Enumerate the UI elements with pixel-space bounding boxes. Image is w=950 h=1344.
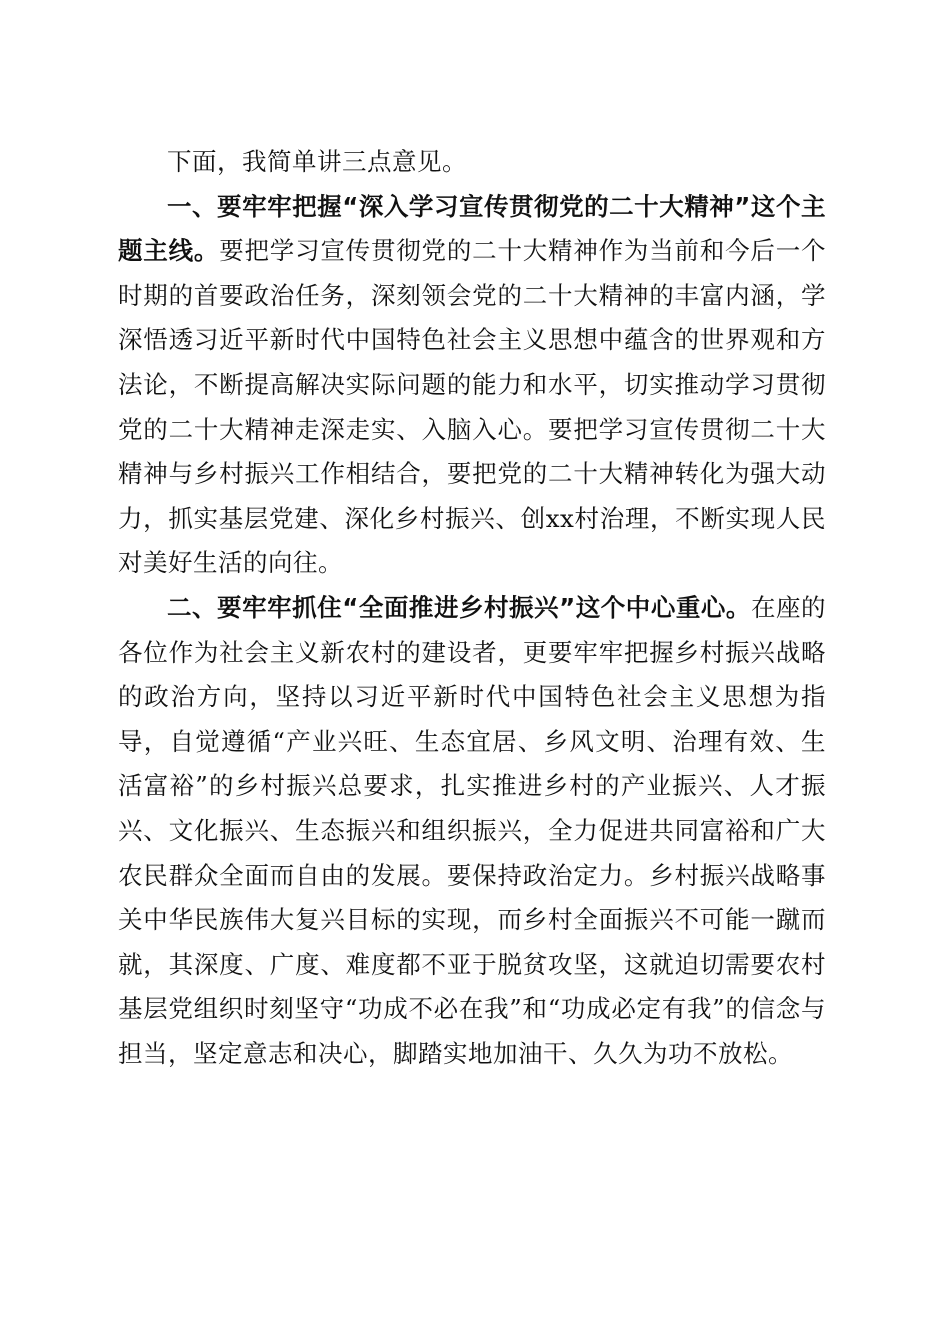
intro-paragraph: 下面，我简单讲三点意见。	[167, 147, 467, 176]
document-body	[118, 140, 826, 1076]
section-1-body: 要把学习宣传贯彻党的二十大精神作为当前和今后一个时期的首要政治任务，深刻领会党的二十大精神的丰富内涵，学深悟透习近平新时代中国特色社会主义思想中蕴含的世界观和方法论，不断提高解决实际问题的能力和水平，切实推动学习贯彻党的二十大精神走深走实、入脑入心。要把学习宣传贯彻二十大精神与乡村振兴工作相结合，要把党的二十大精神转化为强大动力，抓实基层党建、深化乡村振兴、创xx村治理，不断实现人民对美好生活的向往。	[118, 236, 826, 578]
section-2-paragraph	[118, 586, 826, 1077]
section-2-body: 在座的各位作为社会主义新农村的建设者，更要牢牢把握乡村振兴战略的政治方向，坚持以习近平新时代中国特色社会主义思想为指导，自觉遵循“产业兴旺、生态宜居、乡风文明、治理有效、生活富裕”的乡村振兴总要求，扎实推进乡村的产业振兴、人才振兴、文化振兴、生态振兴和组织振兴，全力促进共同富裕和广大农民群众全面而自由的发展。要保持政治定力。乡村振兴战略事关中华民族伟大复兴目标的实现，而乡村全面振兴不可能一蹴而就，其深度、广度、难度都不亚于脱贫攻坚，这就迫切需要农村基层党组织时刻坚守“功成不必在我”和“功成必定有我”的信念与担当，坚定意志和决心，脚踏实地加油干、久久为功不放松。	[118, 592, 826, 1068]
section-1-paragraph	[118, 185, 826, 586]
section-1-heading: 一、要牢牢把握“深入学习宣传贯彻党的二十大精神”这个主题主线。	[118, 191, 826, 266]
section-2-heading: 二、要牢牢抓住“全面推进乡村振兴”这个中心重心。	[167, 592, 751, 622]
